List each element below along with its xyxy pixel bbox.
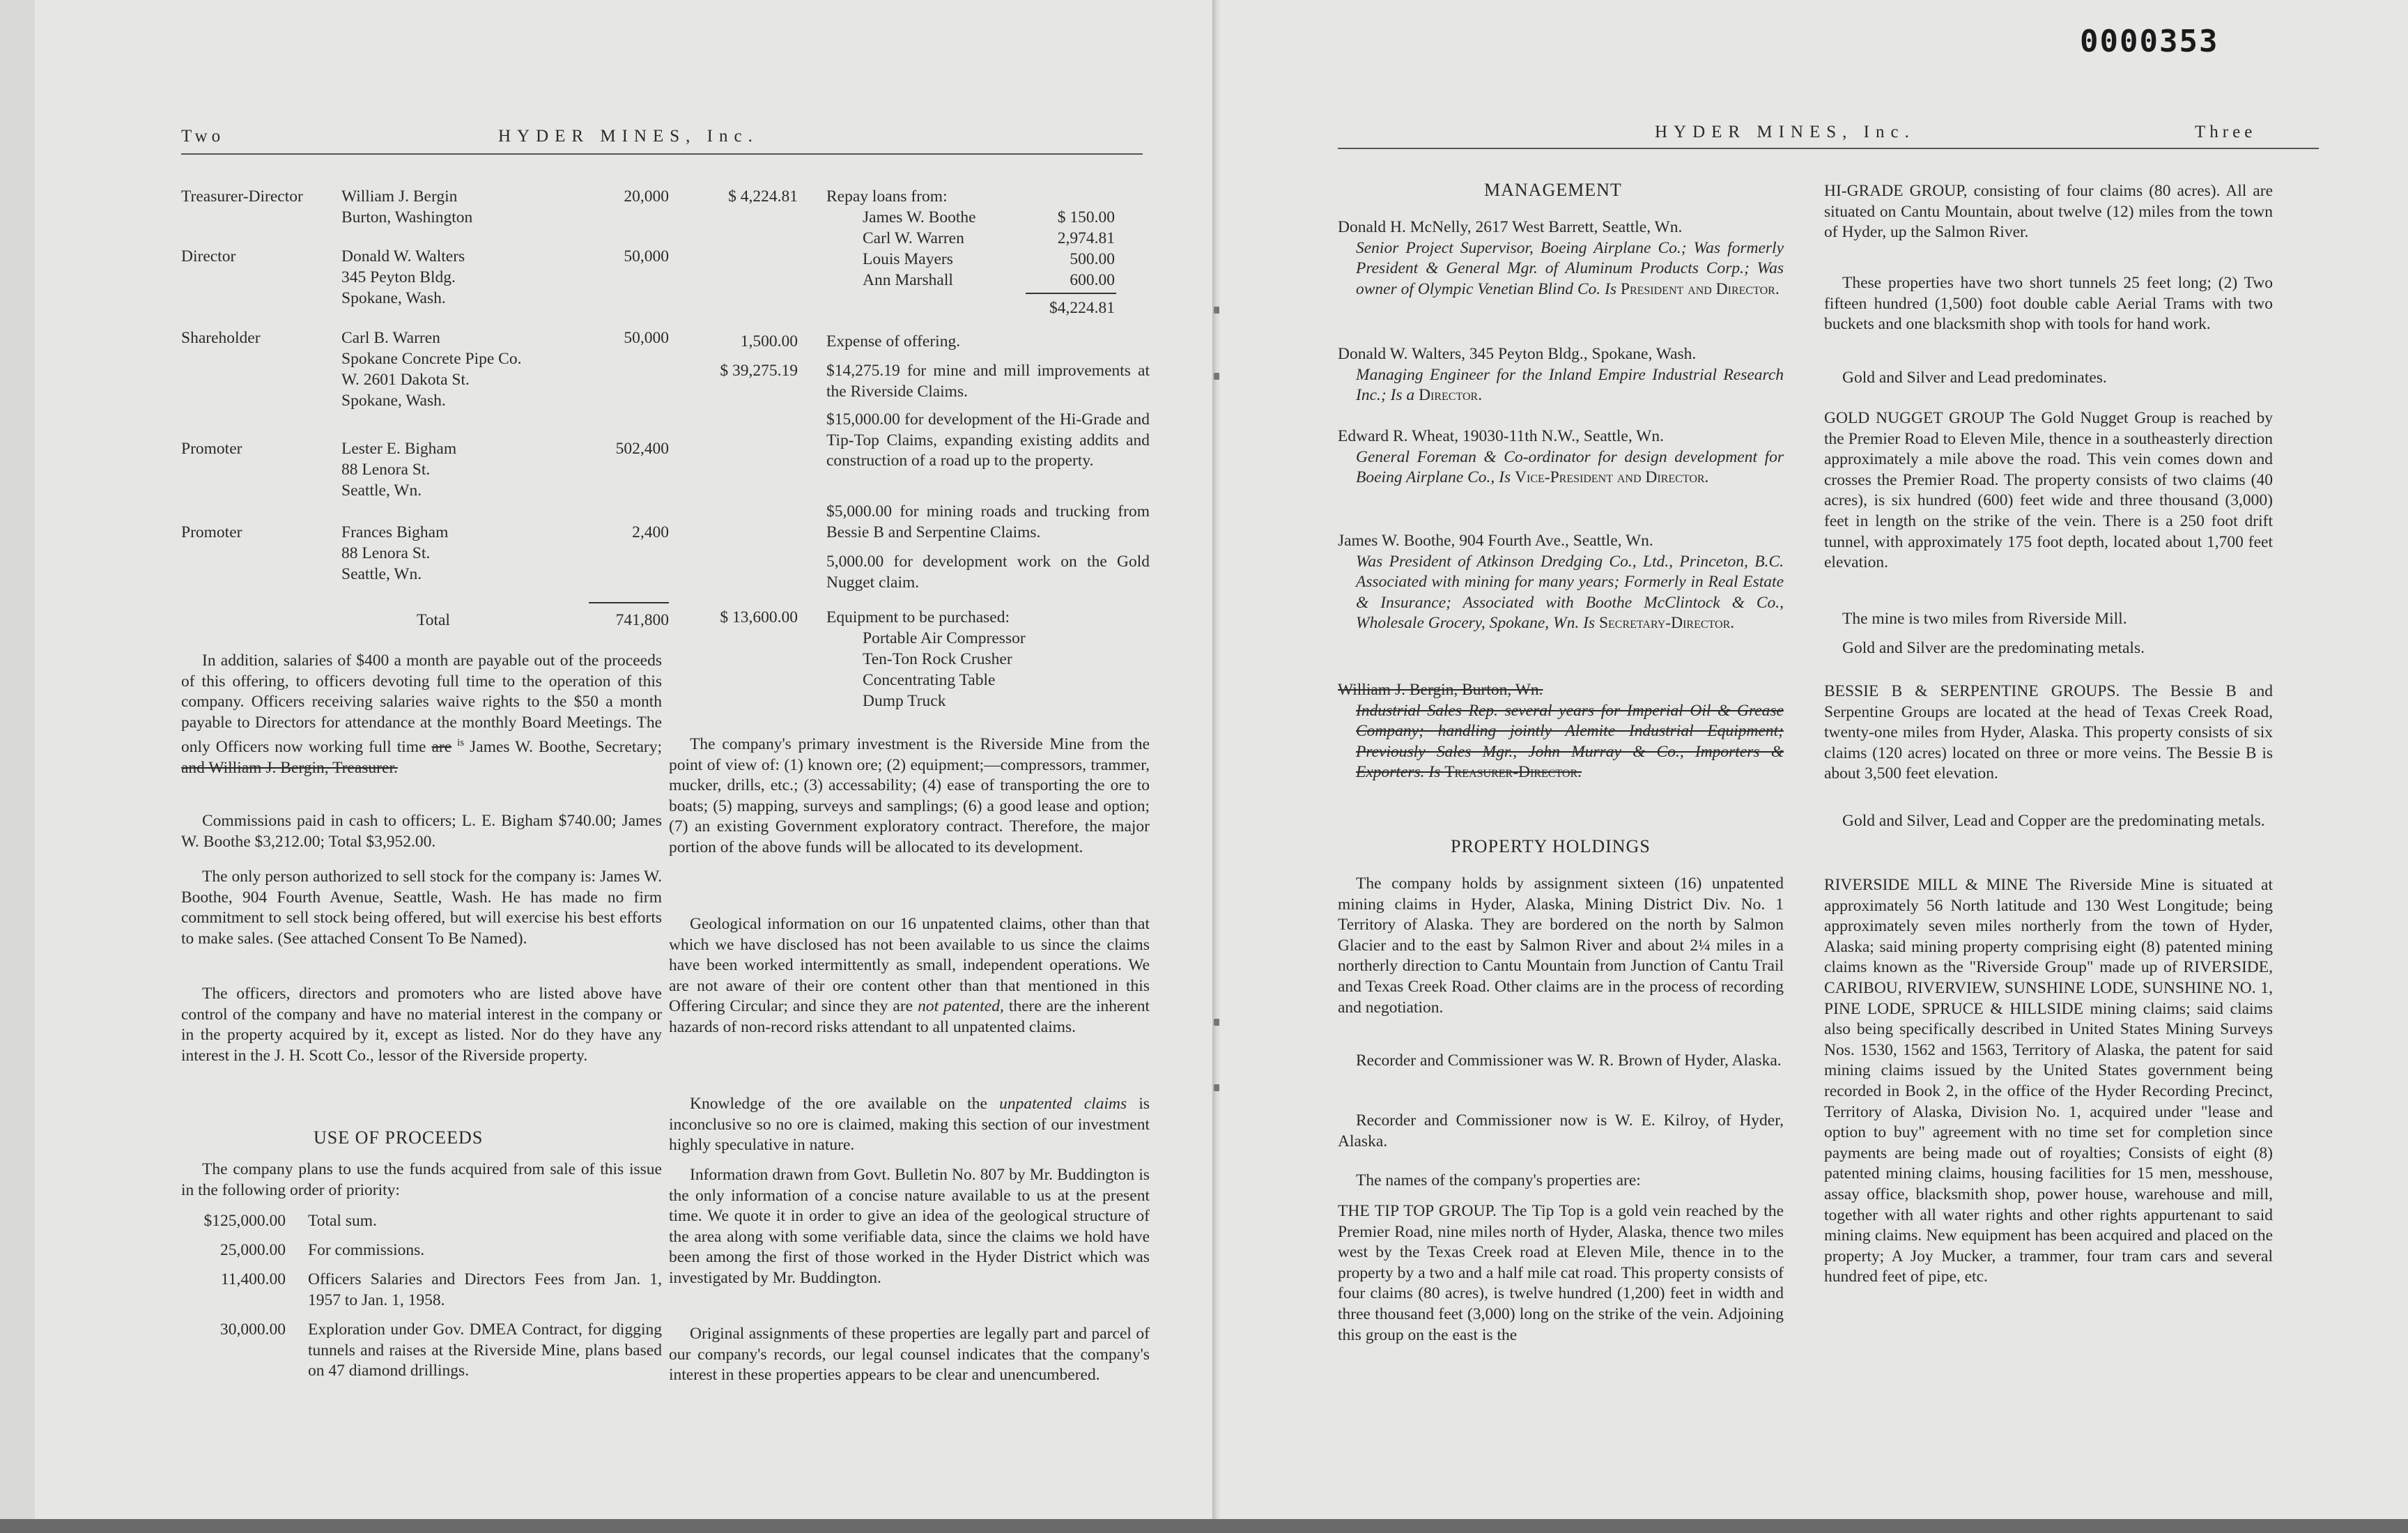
holder-address: Seattle, Wn. <box>341 565 422 583</box>
gold-nugget-heading: GOLD NUGGET GROUP <box>1824 409 2004 427</box>
improve-item: $5,000.00 for mining roads and trucking from Bessie B and Serpentine Claims. <box>826 502 1150 541</box>
expense-amount: 1,500.00 <box>740 332 798 350</box>
improve-amount: $ 39,275.19 <box>720 362 798 380</box>
knowledge-paragraph: Knowledge of the ore available on the unpatented claims is inconclusive so no ore is claimed, making this section of our investment highly speculative in nature. <box>669 1095 1150 1155</box>
use-amount: 25,000.00 <box>220 1241 286 1259</box>
salaries-paragraph: In addition, salaries of $400 a month are payable out of the proceeds of this offering, to officers devoting full time to the operation of this company. Officers receiving salaries waive rights to the $50 a month payable to Directors for attendance at the monthly Board Meetings. The only Officers now working full time are $^{is}$ James W. Boothe, Secretary; and William J. Bergin, Treasurer. <box>181 652 662 777</box>
commissions-paragraph: Commissions paid in cash to officers; L. E. Bigham $740.00; James W. Boothe $3,212.00; Total $3,952.00. <box>181 812 662 851</box>
use-amount: $125,000.00 <box>203 1212 286 1230</box>
manager-bio: General Foreman & Co-ordinator for design development for Boeing Airplane Co., Is Vice-President and Director. <box>1356 447 1784 487</box>
holder-role: Shareholder <box>181 329 261 347</box>
manager-line: William J. Bergin, Burton, Wn. <box>1338 681 1543 699</box>
use-desc: Exploration under Gov. DMEA Contract, for digging tunnels and raises at the Riverside Mine, plans based on 47 diamond drillings. <box>308 1320 662 1380</box>
document-number-stamp: 0000353 <box>2080 24 2219 59</box>
use-amount: 30,000.00 <box>220 1320 286 1339</box>
riverside-heading: RIVERSIDE MILL & MINE <box>1824 876 2028 894</box>
loan-amount: $ 150.00 <box>1057 208 1115 226</box>
loan-amount: 500.00 <box>1070 250 1115 268</box>
holder-role: Promoter <box>181 523 242 541</box>
tip-top-group: THE TIP TOP GROUP. The Tip Top is a gold vein reached by the Premier Road, nine miles north of Hyder, Alaska, thence two miles west by the Texas Creek road at Eleven Mile, thence in to the property by a two and a half mile cat road. This property consists of four claims (80 acres), is twelve hundred (1,200) feet in width and three thousand feet (3,000) long on the strike of the vein. Adjoining this group on the east is the <box>1338 1202 1784 1344</box>
use-of-proceeds-heading: USE OF PROCEEDS <box>314 1127 484 1148</box>
holder-role: Promoter <box>181 440 242 458</box>
control-paragraph: The officers, directors and promoters who are listed above have control of the company and have no material interest in the company or in the property acquired by it, except as listed. Nor do they have any interest in the J. H. Scott Co., lessor of the Riverside property. <box>181 985 662 1065</box>
expense-desc: Expense of offering. <box>826 332 961 350</box>
use-list <box>181 1211 662 1413</box>
geological-paragraph: Geological information on our 16 unpatented claims, other than that which we have disclosed has not been available to us since the claims have been worked intermittently as small, independent operations. We are not aware of their ore content other than that mentioned in this Offering Circular; and since they are not patented, there are the inherent hazards of non-record risks attendant to all unpatented claims. <box>669 915 1150 1036</box>
holder-shares: 502,400 <box>615 440 669 458</box>
recorder-was-paragraph: Recorder and Commissioner was W. R. Brown of Hyder, Alaska. <box>1356 1051 1782 1070</box>
manager-line: James W. Boothe, 904 Fourth Ave., Seattle, Wn. <box>1338 532 1653 550</box>
loans-total: $4,224.81 <box>1049 299 1115 317</box>
manager-entry <box>1338 344 1784 406</box>
proceeds-table <box>669 187 1150 744</box>
manager-entry <box>1338 531 1784 634</box>
improve-item: $14,275.19 for mine and mill improvements at the Riverside Claims. <box>826 362 1150 401</box>
gold-nugget-group: GOLD NUGGET GROUP The Gold Nugget Group is reached by the Premier Road to Eleven Mile, thence in a southeasterly direction approximately a mile above the road. This vein comes down and crosses the Premier Road. The property consists of two claims (40 acres), is six hundred (600) feet wide and three thousand (3,000) feet in length on the strike of the vein. There is a 250 foot drift tunnel, with approximately 175 foot depth, located about 1,700 feet elevation. <box>1824 409 2274 572</box>
page-two <box>35 0 1219 1533</box>
hi-grade-group: HI-GRADE GROUP, consisting of four claims (80 acres). All are situated on Cantu Mountain, about twelve (12) miles from the town of Hyder, up the Salmon River. <box>1824 182 2274 242</box>
loan-amount: 600.00 <box>1070 271 1115 289</box>
manager-line: Donald W. Walters, 345 Peyton Bldg., Spokane, Wash. <box>1338 345 1697 363</box>
running-header-left: HYDER MINES, Inc. <box>498 127 759 146</box>
page-number-left: Two <box>181 127 225 146</box>
use-desc: Total sum. <box>308 1212 377 1230</box>
bessie-serpentine-groups: BESSIE B & SERPENTINE GROUPS. The Bessie B and Serpentine Groups are located at the head of Texas Creek Road, twenty-one miles from Hyder, Alaska. This property consists of six claims (120 acres) located on three or more veins. The Bessie B is about 3,500 feet elevation. <box>1824 682 2274 783</box>
hi-grade-facilities: These properties have two short tunnels 25 feet long; (2) Two fifteen hundred (1,500) foot double cable Aerial Trams with two buckets and one blacksmith shop with tools for hand work. <box>1824 274 2273 334</box>
equip-label: Equipment to be purchased: <box>826 608 1010 626</box>
holder-name: Lester E. Bigham <box>341 440 457 458</box>
hi-grade-heading: HI-GRADE GROUP, <box>1824 182 1968 200</box>
total-label: Total <box>417 611 450 629</box>
improve-item: 5,000.00 for development work on the Gold Nugget claim. <box>826 553 1150 592</box>
header-rule-right <box>1338 148 2319 149</box>
manager-line: Donald H. McNelly, 2617 West Barrett, Seattle, Wn. <box>1338 218 1683 236</box>
repay-amount: $ 4,224.81 <box>728 187 798 206</box>
holder-role: Director <box>181 247 236 265</box>
holder-role: Treasurer-Director <box>181 187 303 206</box>
property-names-intro: The names of the company's properties are: <box>1356 1171 1641 1189</box>
equip-item: Ten-Ton Rock Crusher <box>863 650 1012 668</box>
header-rule-left <box>181 153 1143 155</box>
use-desc: For commissions. <box>308 1241 425 1259</box>
riverside-mill-mine: RIVERSIDE MILL & MINE The Riverside Mine is situated at approximately 56 North latitude and 130 West Longitude; being approximately seven miles northerly from the town of Hyder, Alaska; said mining property comprising eight (8) patented mining claims known as the "Riverside Group" made up of RIVERSIDE, CARIBOU, RIVERVIEW, SUNSHINE LODE, SUNSHINE NO. 1, PINE LODE, SPRUCE & HILLSIDE mining claims; said claims also being specifically described in United States Mining Surveys Nos. 1530, 1562 and 1563, Territory of Alaska, the patent for said mining claims issued by the United States government being recorded in Book 2, in the office of the Hyder Recording Precinct, Territory of Alaska, Division No. 1, acquired under "lease and option to buy" agreement with no time set for completion since payments are being made out of royalties; Consists of eight (8) patented mining claims, housing facilities for 15 men, messhouse, assay office, blacksmith shop, power house, warehouse and mill, together with all water rights and other rights appurtenant to said mining claims. New equipment has been acquired and placed on the property; A Joy Mucker, a trammer, four tram cars and several hundred feet of pipe, etc. <box>1824 876 2274 1286</box>
scan-edge <box>0 1519 2408 1533</box>
loans-rule <box>1026 293 1116 294</box>
manager-entry <box>1338 426 1784 488</box>
use-amount: 11,400.00 <box>220 1270 286 1288</box>
holder-address: Spokane, Wash. <box>341 392 446 410</box>
page-number-right: Three <box>2195 123 2257 141</box>
improve-item: $15,000.00 for development of the Hi-Grade and Tip-Top Claims, expanding existing addits and construction of a road up to the property. <box>826 410 1150 470</box>
holder-address: W. 2601 Dakota St. <box>341 371 470 389</box>
struck-manager-entry <box>1338 680 1784 783</box>
holder-address: Seattle, Wn. <box>341 482 422 500</box>
manager-bio: Managing Engineer for the Inland Empire Industrial Research Inc.; Is a Director. <box>1356 365 1784 405</box>
sell-paragraph: The only person authorized to sell stock for the company is: James W. Boothe, 904 Fourth Avenue, Seattle, Wash. He has made no firm commitment to sell stock being offered, but will exercise his best efforts to make sales. (See attached Consent To Be Named). <box>181 868 662 948</box>
use-intro: The company plans to use the funds acquired from sale of this issue in the following order of priority: <box>181 1160 662 1199</box>
equip-item: Dump Truck <box>863 692 946 710</box>
holder-address: Spokane Concrete Pipe Co. <box>341 350 522 368</box>
total-value: 741,800 <box>615 611 669 629</box>
holder-address: Burton, Washington <box>341 208 473 226</box>
equip-amount: $ 13,600.00 <box>720 608 798 626</box>
manager-bio: Senior Project Supervisor, Boeing Airplane Co.; Was formerly President & General Mgr. of Aluminum Products Corp.; Was owner of Olympic Venetian Blind Co. Is President and Director. <box>1356 238 1784 298</box>
gold-nugget-distance: The mine is two miles from Riverside Mill. <box>1842 610 2127 628</box>
hi-grade-metals: Gold and Silver and Lead predominates. <box>1842 369 2107 387</box>
holder-name: Carl B. Warren <box>341 329 440 347</box>
loan-amount: 2,974.81 <box>1057 229 1115 247</box>
loan-name: James W. Boothe <box>863 208 976 226</box>
bessie-heading: BESSIE B & SERPENTINE GROUPS. <box>1824 682 2120 700</box>
holder-address: 345 Peyton Bldg. <box>341 268 456 286</box>
holder-address: 88 Lenora St. <box>341 461 431 479</box>
running-header-right: HYDER MINES, Inc. <box>1655 123 1915 141</box>
struck-text: and William J. Bergin, Treasurer. <box>181 758 398 777</box>
manager-entry <box>1338 217 1784 300</box>
total-rule <box>589 602 669 603</box>
holder-shares: 2,400 <box>632 523 669 541</box>
manager-bio: Was President of Atkinson Dredging Co., Ltd., Princeton, B.C. Associated with mining for many years; Formerly in Real Estate & Insurance; Associated with Boothe McClintock & Co., Wholesale Grocery, Spokane, Wn. Is Secretary-Director. <box>1356 552 1784 633</box>
holder-shares: 50,000 <box>624 247 669 265</box>
manager-bio: Industrial Sales Rep. several years for Imperial Oil & Grease Company; handling jointly Alemite Industrial Equipment; Previously Sales Mgr., John Murray & Co., Importers & Exporters. Is Treasurer-Director. <box>1356 701 1784 782</box>
loan-name: Ann Marshall <box>863 271 953 289</box>
recorder-now-paragraph: Recorder and Commissioner now is W. E. Kilroy, of Hyder, Alaska. <box>1338 1111 1784 1150</box>
holder-name: Frances Bigham <box>341 523 449 541</box>
holder-name: Donald W. Walters <box>341 247 465 265</box>
loan-name: Carl W. Warren <box>863 229 964 247</box>
struck-word: are <box>431 738 452 757</box>
loan-name: Louis Mayers <box>863 250 953 268</box>
handwritten-insert: is <box>457 737 465 749</box>
holder-shares: 50,000 <box>624 329 669 347</box>
holdings-paragraph: The company holds by assignment sixteen (16) unpatented mining claims in Hyder, Alaska, Mining District Div. No. 1 Territory of Alaska. They are bordered on the north by Salmon Glacier and to the east by Salmon River and about 2¼ miles in a northerly direction to Cantu Mountain from Junction of Cantu Trail and Texas Creek Road. Other claims are in the process of recording and negotiation. <box>1338 875 1784 1017</box>
primary-paragraph: The company's primary investment is the Riverside Mine from the point of view of: (1) known ore; (2) equipment;—compressors, trammer, mucker, drills, etc.; (3) accessability; (4) ease of transporting the ore to boats; (5) mapping, surveys and samplings; (6) a good lease and option; (7) an existing Government exploratory contract. Therefore, the major portion of the above funds will be allocated to its development. <box>669 735 1150 856</box>
management-heading: MANAGEMENT <box>1484 180 1622 200</box>
page-three <box>1219 0 2408 1533</box>
shareholder-table <box>181 187 669 633</box>
repay-label: Repay loans from: <box>826 187 948 206</box>
bessie-metals: Gold and Silver, Lead and Copper are the predominating metals. <box>1842 812 2265 830</box>
holder-address: 88 Lenora St. <box>341 544 431 562</box>
holder-address: Spokane, Wash. <box>341 289 446 307</box>
tip-top-heading: THE TIP TOP GROUP. <box>1338 1202 1497 1220</box>
holder-shares: 20,000 <box>624 187 669 206</box>
equip-item: Portable Air Compressor <box>863 629 1026 647</box>
information-paragraph: Information drawn from Govt. Bulletin No. 807 by Mr. Buddington is the only information of a concise nature available to us at the present time. We quote it in order to give an idea of the geological structure of the area along with some verifiable data, since the claims we hold have been among the first of those worked in the Hyder District which was investigated by Mr. Buddington. <box>669 1166 1150 1287</box>
holder-name: William J. Bergin <box>341 187 458 206</box>
equip-item: Concentrating Table <box>863 671 996 689</box>
use-desc: Officers Salaries and Directors Fees from Jan. 1, 1957 to Jan. 1, 1958. <box>308 1270 662 1309</box>
property-holdings-heading: PROPERTY HOLDINGS <box>1451 836 1651 856</box>
assignments-paragraph: Original assignments of these properties are legally part and parcel of our company's records, our legal counsel indicates that the company's interest in these properties appears to be clear and unencumbered. <box>669 1325 1150 1385</box>
gold-nugget-metals: Gold and Silver are the predominating metals. <box>1842 639 2145 657</box>
manager-line: Edward R. Wheat, 19030-11th N.W., Seattle, Wn. <box>1338 427 1664 445</box>
